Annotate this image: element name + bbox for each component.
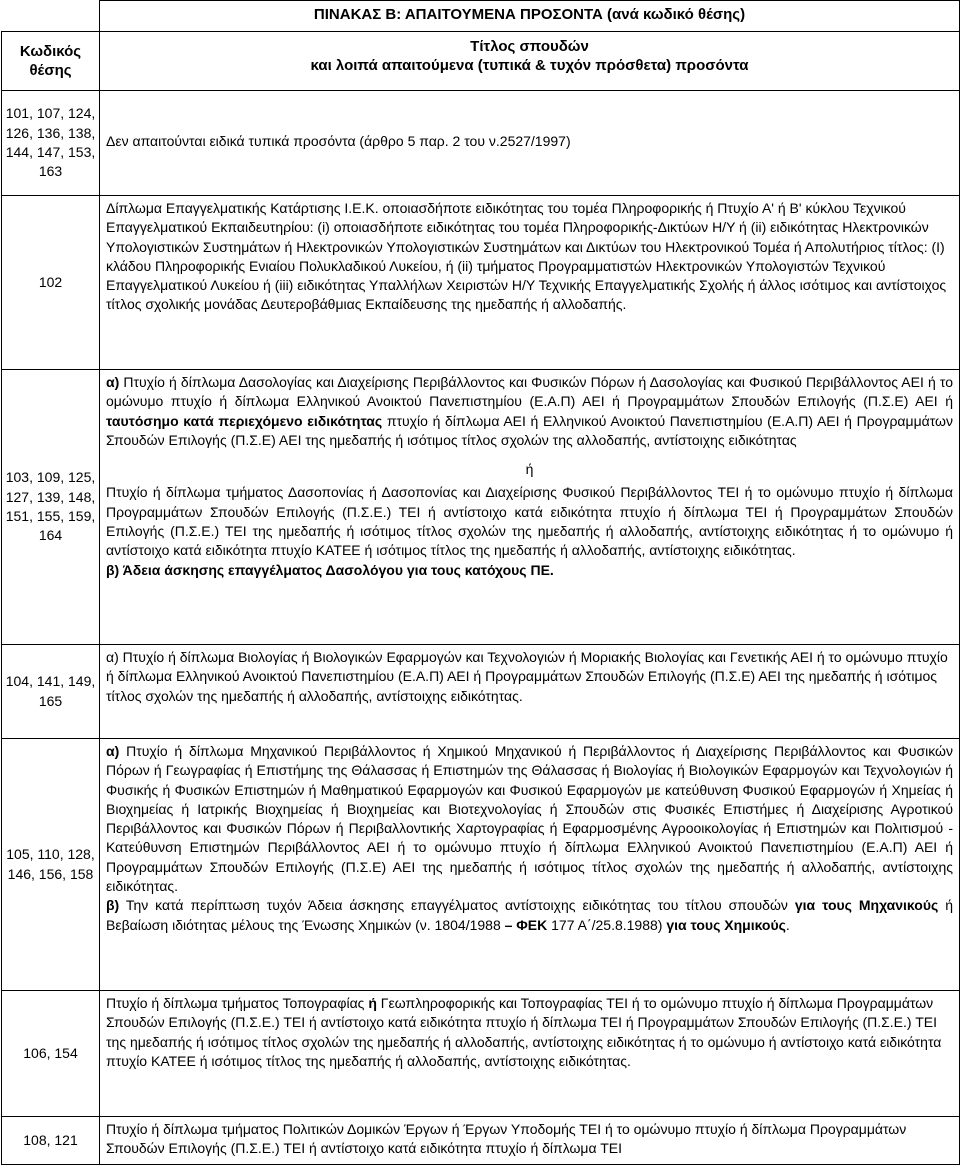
position-codes: 101, 107, 124, 126, 136, 138, 144, 147, 153, 163	[2, 91, 100, 196]
position-codes: 102	[2, 196, 100, 370]
position-codes: 104, 141, 149, 165	[2, 645, 100, 739]
table-row	[2, 196, 960, 370]
item-label-a: α)	[106, 374, 120, 390]
title-column-header-line1: Τίτλος σπουδών	[470, 38, 589, 55]
table-row	[2, 91, 960, 196]
title-column-header	[100, 32, 960, 91]
code-column-header: Κωδικός θέσης	[2, 32, 100, 91]
or-separator: ή	[525, 461, 534, 478]
qualifications-text: Δίπλωμα Επαγγελματικής Κατάρτισης Ι.Ε.Κ. οποιασδήποτε ειδικότητας του τομέα Πληροφορικής ή Πτυχίο Α' ή Β' κύκλου Τεχνικού Επαγγελματικού Εκπαιδευτηρίου: (i) οποιασδήποτε ειδικότητας του τομέα Πληροφορικής-Δικτύων Η/Υ ή (ii) ειδικότητας Ηλεκτρονικών Υπολογιστικών Συστημάτων ή Ηλεκτρονικών Υπολογιστικών Συστημάτων και Δικτύων του Ηλεκτρονικού Τομέα ή Απολυτήριος τίτλος: (Ι) κλάδου Πληροφορικής Ενιαίου Πολυκλαδικού Λυκείου, ή (ii) τμήματος Προγραμματιστών Ηλεκτρονικών Υπολογιστών Τεχνικού Επαγγελματικού Λυκείου ή (iii) ειδικότητας Υπαλλήλων Χειριστών Η/Υ Τεχνικής Επαγγελματικής Σχολής ή άλλος ισότιμος και αντίστοιχος τίτλος σχολικής μονάδας Δευτεροβάθμιας Εκπαίδευσης της ημεδαπής ή αλλοδαπής.	[100, 196, 960, 370]
qualifications-text: Πτυχίο ή δίπλωμα τμήματος Πολιτικών Δομικών Έργων ή Έργων Υποδομής ΤΕΙ ή το ομώνυμο πτυχίο ή δίπλωμα Προγραμμάτων Σπουδών Επιλογής (Π.Σ.Ε.) ΤΕΙ ή αντίστοιχο κατά ειδικότητα πτυχίο ή δίπλωμα ΤΕΙ	[100, 1117, 960, 1165]
table-row	[2, 370, 960, 645]
qualifications-text: α) Πτυχίο ή δίπλωμα Μηχανικού Περιβάλλοντος ή Χημικού Μηχανικού ή Περιβάλλοντος ή Διαχείρισης Περιβάλλοντος και Φυσικών Πόρων ή Γεωγραφίας ή Επιστήμης της Θάλασσας ή Επιστημών της Θάλασσας ή Βιολογίας ή Βιολογικών Εφαρμογών και Τεχνολογιών ή Φυσικής ή Φυσικών Επιστημών ή Μαθηματικού Εφαρμογών και Φυσικού Εφαρμογών με κατεύθυνση Φυσικού Εφαρμογών ή Χημείας ή Βιοχημείας ή Ιατρικής Βιοχημείας ή Βιοχημείας και Βιοτεχνολογίας ή Σπουδών στις Φυσικές Επιστήμες ή Διαχείρισης Αγροτικού Περιβάλλοντος και Φυσικών Πόρων ή Περιβαλλοντικής Χαρτογραφίας ή Εφαρμοσμένης Αγροοικολογίας ή Επιστημών και Πολιτισμού - Κατεύθυνση Επιστημών Περιβάλλοντος ΑΕΙ ή το ομώνυμο πτυχίο ή δίπλωμα Ελληνικού Ανοικτού Πανεπιστημίου (Ε.Α.Π) ΑΕΙ ή Προγραμμάτων Σπουδών Επιλογής (Π.Σ.Ε) ΑΕΙ της ημεδαπής ή ισότιμος τίτλος σχολών της ημεδαπής ή αλλοδαπής, αντίστοιχης ειδικότητας. β) Την κατά περίπτωση τυχόν Άδεια άσκησης επαγγέλματος αντίστοιχης ειδικότητας του τίτλου σπουδών για τους Μηχανικούς ή Βεβαίωση ιδιότητας μέλους της Ένωσης Χημικών (ν. 1804/1988 – ΦΕΚ 177 Α΄/25.8.1988) για τους Χημικούς.	[100, 739, 960, 991]
item-label-a: α)	[106, 743, 120, 759]
table-row	[2, 991, 960, 1117]
position-codes: 103, 109, 125, 127, 139, 148, 151, 155, 159, 164	[2, 370, 100, 645]
title-column-header-line2: και λοιπά απαιτούμενα (τυπικά & τυχόν πρόσθετα) προσόντα	[310, 57, 749, 74]
table-title: ΠΙΝΑΚΑΣ Β: ΑΠΑΙΤΟΥΜΕΝΑ ΠΡΟΣΟΝΤΑ (ανά κωδικό θέσης)	[100, 1, 960, 32]
qualifications-text: Δεν απαιτούνται ειδικά τυπικά προσόντα (άρθρο 5 παρ. 2 του ν.2527/1997)	[100, 91, 960, 196]
position-codes: 108, 121	[2, 1117, 100, 1165]
position-codes: 106, 154	[2, 991, 100, 1117]
position-codes: 105, 110, 128, 146, 156, 158	[2, 739, 100, 991]
qualifications-text: α) Πτυχίο ή δίπλωμα Δασολογίας και Διαχείρισης Περιβάλλοντος και Φυσικών Πόρων ή Δασολογίας και Φυσικού Περιβάλλοντος ΑΕΙ ή το ομώνυμο πτυχίο ή δίπλωμα Ελληνικού Ανοικτού Πανεπιστημίου (Ε.Α.Π) ΑΕΙ ή Προγραμμάτων Σπουδών Επιλογής (Π.Σ.Ε) ΑΕΙ ή ταυτόσημο κατά περιεχόμενο ειδικότητας πτυχίο ή δίπλωμα ΑΕΙ ή Ελληνικού Ανοικτού Πανεπιστημίου (Ε.Α.Π) ΑΕΙ ή Προγραμμάτων Σπουδών Επιλογής (Π.Σ.Ε) ΑΕΙ της ημεδαπής ή ισότιμος τίτλος σχολών της αλλοδαπής, αντίστοιχης ειδικότητας ή Πτυχίο ή δίπλωμα τμήματος Δασοπονίας ή Δασοπονίας και Διαχείρισης Φυσικού Περιβάλλοντος ΤΕΙ ή το ομώνυμο πτυχίο ή δίπλωμα Προγραμμάτων Σπουδών Επιλογής (Π.Σ.Ε.) ΤΕΙ ή αντίστοιχο κατά ειδικότητα πτυχίο ή δίπλωμα ΤΕΙ ή Προγραμμάτων Σπουδών Επιλογής (Π.Σ.Ε.) ΤΕΙ της ημεδαπής ή ισότιμος τίτλος σχολών της ημεδαπής ή αλλοδαπής, αντίστοιχης ειδικότητας ή το ομώνυμο ή αντίστοιχο κατά ειδικότητα πτυχίο ΚΑΤΕΕ ή ισότιμος τίτλος της ημεδαπής ή αλλοδαπής, αντίστοιχης ειδικότητας. β) Άδεια άσκησης επαγγέλματος Δασολόγου για τους κατόχους ΠΕ.	[100, 370, 960, 645]
table-row	[2, 645, 960, 739]
item-label-b: β)	[106, 897, 120, 914]
requirements-table	[1, 0, 960, 1165]
qualifications-text: α) Πτυχίο ή δίπλωμα Βιολογίας ή Βιολογικών Εφαρμογών και Τεχνολογιών ή Μοριακής Βιολογίας και Γενετικής ΑΕΙ ή το ομώνυμο πτυχίο ή δίπλωμα Ελληνικού Ανοικτού Πανεπιστημίου (Ε.Α.Π) ΑΕΙ ή Προγραμμάτων Σπουδών Επιλογής (Π.Σ.Ε) ΑΕΙ της ημεδαπής ή ισότιμος τίτλος σχολών της ημεδαπής ή αλλοδαπής, αντίστοιχης ειδικότητας.	[100, 645, 960, 739]
item-label-b: β)	[106, 561, 120, 578]
emphasis: ταυτόσημο κατά περιεχόμενο ειδικότητας	[106, 412, 383, 429]
table-row	[2, 739, 960, 991]
qualifications-text: Πτυχίο ή δίπλωμα τμήματος Τοπογραφίας ή Γεωπληροφορικής και Τοπογραφίας ΤΕΙ ή το ομώνυμο πτυχίο ή δίπλωμα Προγραμμάτων Σπουδών Επιλογής (Π.Σ.Ε.) ΤΕΙ ή αντίστοιχο κατά ειδικότητα πτυχίο ή δίπλωμα ΤΕΙ ή Προγραμμάτων Σπουδών Επιλογής (Π.Σ.Ε.) ΤΕΙ της ημεδαπής ή ισότιμος τίτλος σχολών της ημεδαπής ή αλλοδαπής, αντίστοιχης ειδικότητας ή το ομώνυμο ή αντίστοιχο κατά ειδικότητα πτυχίο ΚΑΤΕΕ ή ισότιμος τίτλος της ημεδαπής ή αλλοδαπής, αντίστοιχης ειδικότητας.	[100, 991, 960, 1117]
